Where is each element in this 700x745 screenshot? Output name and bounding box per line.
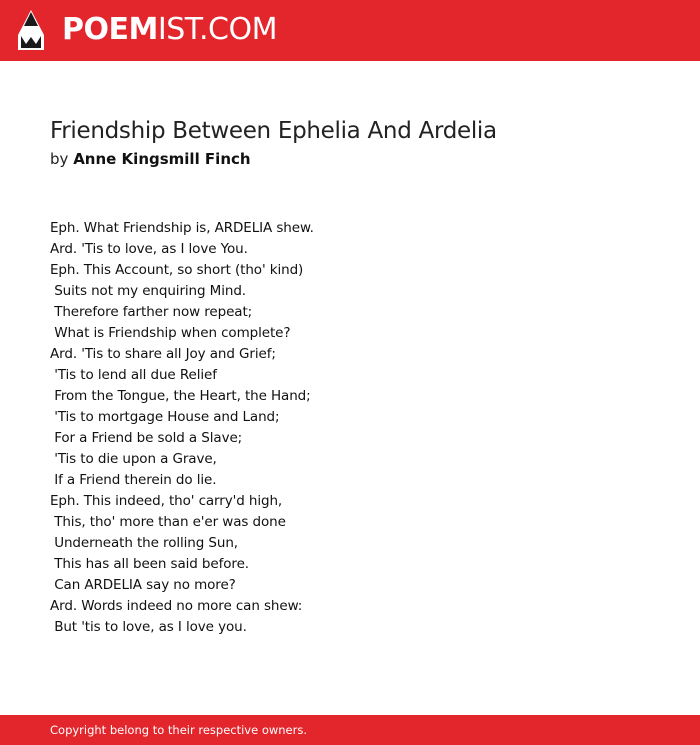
poem-line: What is Friendship when complete? [50, 325, 291, 341]
poem-line: 'Tis to lend all due Relief [50, 367, 217, 383]
poem-title: Friendship Between Ephelia And Ardelia [50, 118, 497, 144]
poem-line: Eph. This Account, so short (tho' kind) [50, 262, 304, 278]
poem-line: 'Tis to die upon a Grave, [50, 451, 217, 467]
poem-line: But 'tis to love, as I love you. [50, 619, 247, 635]
poem-line: Suits not my enquiring Mind. [50, 283, 246, 299]
poem-line: 'Tis to mortgage House and Land; [50, 409, 280, 425]
poem-line: Can ARDELIA say no more? [50, 577, 236, 593]
poem-line: Eph. This indeed, tho' carry'd high, [50, 493, 283, 509]
poem-line: For a Friend be sold a Slave; [50, 430, 243, 446]
poem-line: Eph. What Friendship is, ARDELIA shew. [50, 220, 314, 236]
site-footer [0, 715, 700, 745]
poem-line: If a Friend therein do lie. [50, 472, 217, 488]
poem-body [50, 218, 314, 638]
site-header [0, 0, 700, 61]
poem-line: This has all been said before. [50, 556, 249, 572]
poem-line: Underneath the rolling Sun, [50, 535, 238, 551]
logo-bold-text: POEM [62, 12, 158, 47]
copyright-text: Copyright belong to their respective owners. [50, 723, 308, 737]
poem-line: Ard. Words indeed no more can shew: [50, 598, 303, 614]
poem-line: Ard. 'Tis to share all Joy and Grief; [50, 346, 276, 362]
poem-byline [50, 148, 251, 170]
poem-line: From the Tongue, the Heart, the Hand; [50, 388, 311, 404]
by-label: by [50, 150, 69, 168]
poem-author: Anne Kingsmill Finch [73, 150, 251, 168]
poem-line: This, tho' more than e'er was done [50, 514, 286, 530]
pencil-tip-icon [17, 9, 45, 51]
poem-line: Therefore farther now repeat; [50, 304, 253, 320]
site-logo[interactable] [62, 12, 277, 48]
logo-light-text: IST.COM [157, 12, 277, 47]
poem-line: Ard. 'Tis to love, as I love You. [50, 241, 248, 257]
